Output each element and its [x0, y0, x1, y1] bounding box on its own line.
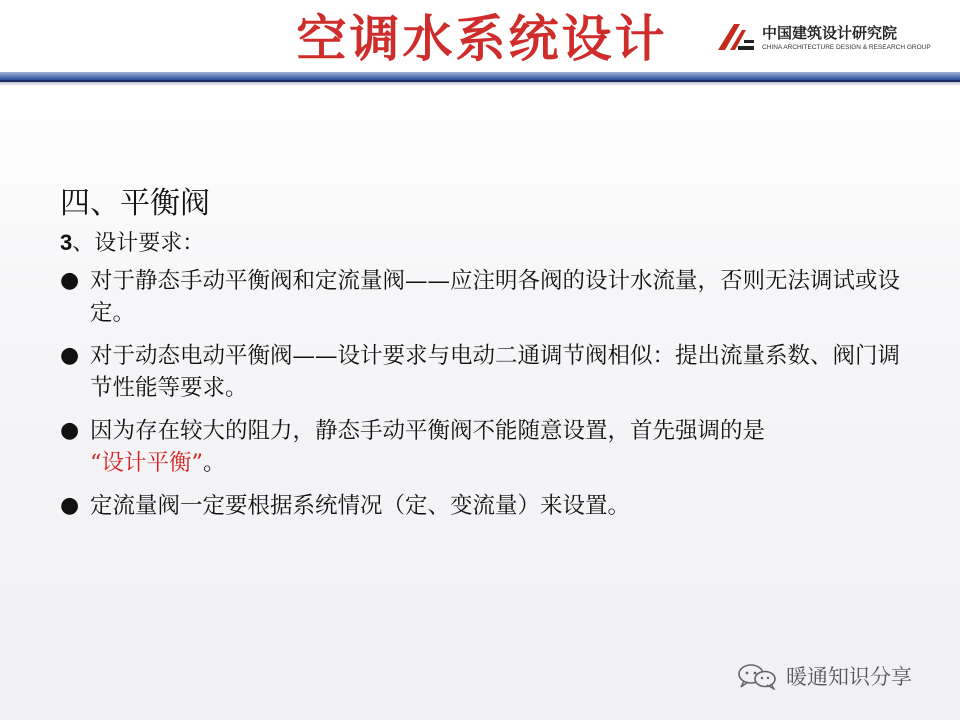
list-item-text: 对于静态手动平衡阀和定流量阀——应注明各阀的设计水流量，否则无法调试或设定。 — [90, 268, 901, 326]
logo-name-en: CHINA ARCHITECTURE DESIGN & RESEARCH GROUP — [762, 44, 931, 51]
logo-name-cn: 中国建筑设计研究院 — [762, 24, 898, 42]
org-logo — [716, 22, 952, 56]
requirements-list — [60, 265, 920, 522]
list-item — [60, 265, 920, 329]
sub-heading-number: 3 — [60, 230, 73, 255]
header-rule — [0, 72, 960, 80]
section-heading: 四、平衡阀 — [60, 186, 210, 221]
sub-heading — [60, 228, 920, 259]
bullet-icon: ● — [60, 493, 80, 518]
bullet-icon: ● — [60, 343, 80, 368]
list-item-text: 定流量阀一定要根据系统情况（定、变流量）来设置。 — [90, 493, 631, 519]
list-item — [60, 415, 920, 479]
list-item-text: 对于动态电动平衡阀——设计要求与电动二通调节阀相似：提出流量系数、阀门调节性能等要求。 — [90, 343, 901, 401]
list-item — [60, 490, 920, 522]
slide-title: 空调水系统设计 — [296, 10, 668, 68]
wechat-icon — [734, 662, 780, 690]
watermark-text: 暖通知识分享 — [786, 665, 912, 689]
bullet-icon: ● — [60, 418, 80, 443]
watermark — [734, 660, 944, 694]
slide-header — [0, 0, 960, 80]
list-item-text-end: 。 — [203, 450, 226, 476]
slide-content — [60, 184, 920, 533]
sub-heading-text: 、设计要求： — [72, 231, 205, 256]
bullet-icon: ● — [60, 268, 80, 293]
list-item — [60, 340, 920, 404]
header-rule-shadow — [0, 82, 960, 86]
emphasis-text: “设计平衡” — [90, 450, 204, 476]
list-item-text: 因为存在较大的阻力，静态手动平衡阀不能随意设置，首先强调的是 — [90, 418, 766, 444]
logo-mark-icon — [716, 22, 756, 52]
